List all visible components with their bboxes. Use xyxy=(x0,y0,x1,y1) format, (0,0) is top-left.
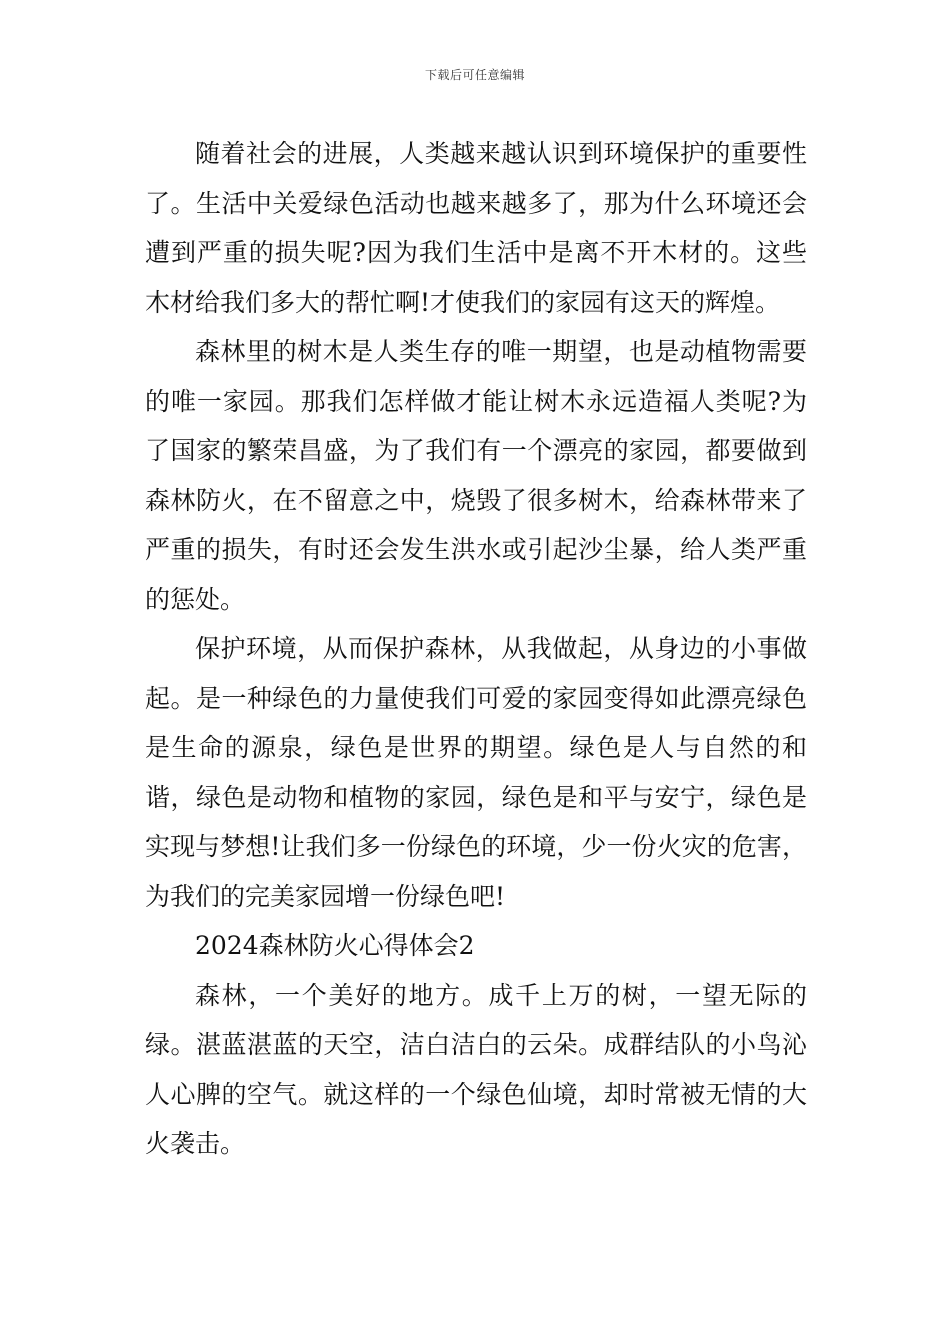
paragraph: 森林里的树木是人类生存的唯一期望，也是动植物需要的唯一家园。那我们怎样做才能让树木永远造福人类呢?为了国家的繁荣昌盛，为了我们有一个漂亮的家园，都要做到森林防火，在不留意之中，烧毁了很多树木，给森林带来了严重的损失，有时还会发生洪水或引起沙尘暴，给人类严重的惩处。 xyxy=(145,337,807,614)
header-note: 下载后可任意编辑 xyxy=(424,68,525,82)
paragraph: 森林，一个美好的地方。成千上万的树，一望无际的绿。湛蓝湛蓝的天空，洁白洁白的云朵。成群结队的小鸟沁人心脾的空气。就这样的一个绿色仙境，却时常被无情的大火袭击。 xyxy=(145,980,807,1158)
paragraph: 随着社会的进展，人类越来越认识到环境保护的重要性了。生活中关爱绿色活动也越来越多了，那为什么环境还会遭到严重的损失呢?因为我们生活中是离不开木材的。这些木材给我们多大的帮忙啊!才使我们的家园有这天的辉煌。 xyxy=(145,139,807,317)
section-heading: 2024森林防火心得体会2 xyxy=(195,931,475,960)
paragraph: 保护环境，从而保护森林，从我做起，从身边的小事做起。是一种绿色的力量使我们可爱的家园变得如此漂亮绿色是生命的源泉，绿色是世界的期望。绿色是人与自然的和谐，绿色是动物和植物的家园，绿色是和平与安宁，绿色是实现与梦想!让我们多一份绿色的环境，少一份火灾的危害，为我们的完美家园增一份绿色吧! xyxy=(145,634,807,911)
document-body xyxy=(145,129,807,1169)
